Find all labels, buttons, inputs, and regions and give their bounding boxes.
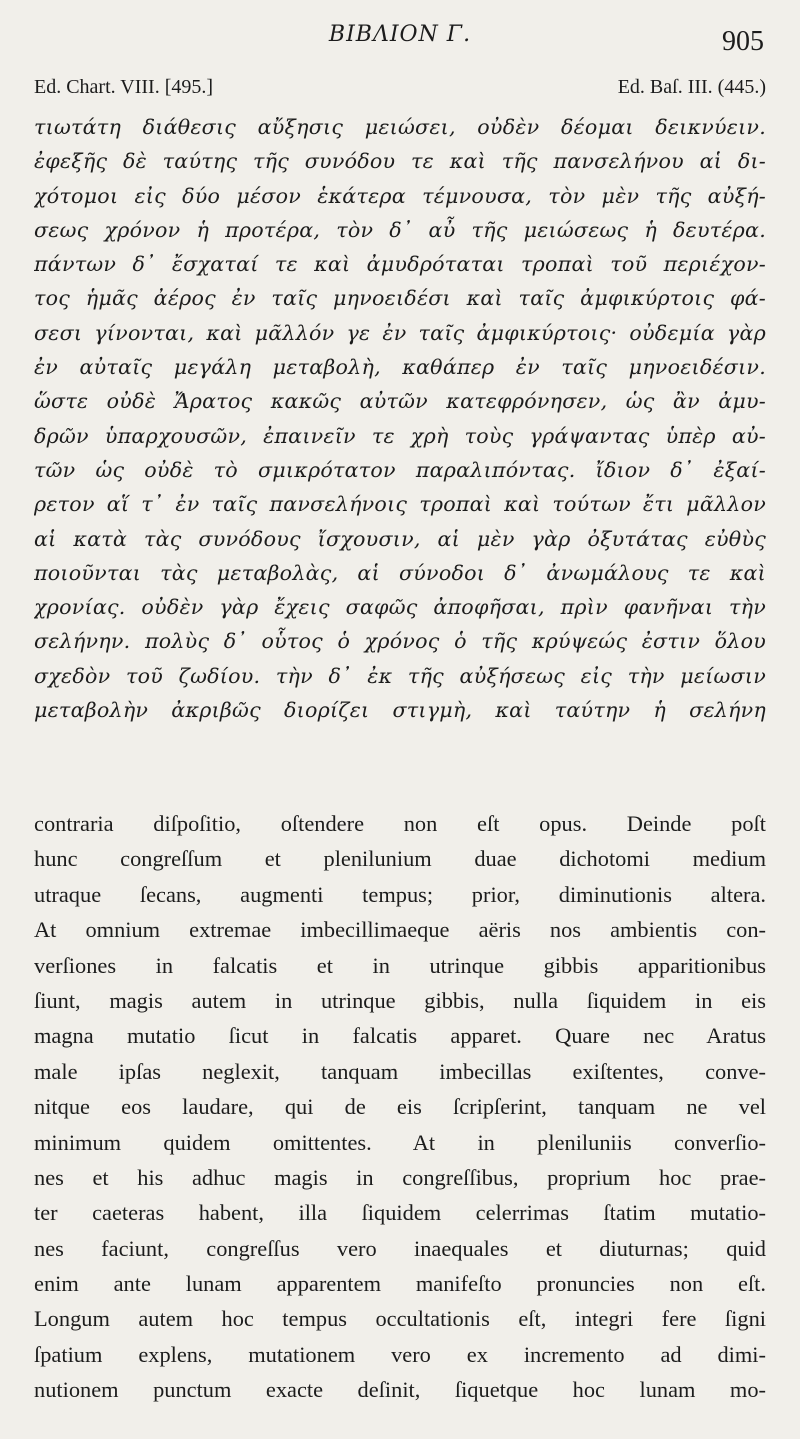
latin-line: male ipſas neglexit, tanquam imbecillas exiſtentes, conve- xyxy=(34,1058,766,1084)
greek-line: τος ἡμᾶς ἀέρος ἐν ταῖς μηνοειδέσι καὶ ταῖς ἀμφικύρτοις φά- xyxy=(34,286,766,311)
greek-line: ἐν αὐταῖς μεγάλη μεταβολὴ, καθάπερ ἐν ταῖς μηνοειδέσιν. xyxy=(34,355,766,380)
greek-line: χότομοι εἰς δύο μέσον ἑκάτερα τέμνουσα, τὸν μὲν τῆς αὐξή- xyxy=(34,183,766,208)
greek-line: ποιοῦνται τὰς μεταβολὰς, αἱ σύνοδοι δ᾽ ἀνωμάλους τε καὶ xyxy=(34,560,766,585)
latin-line: Longum autem hoc tempus occultationis eſt, integri fere ſigni xyxy=(34,1306,766,1332)
latin-line: minimum quidem omittentes. At in pleniluniis converſio- xyxy=(34,1129,766,1155)
latin-line: At omnium extremae imbecillimaeque aëris nos ambientis con- xyxy=(34,917,766,943)
greek-line: τιωτάτη διάθεσις αὔξησις μειώσει, οὐδὲν δέομαι δεικνύειν. xyxy=(34,115,766,139)
greek-line: σεως χρόνον ἡ προτέρα, τὸν δ᾽ αὖ τῆς μειώσεως ἡ δευτέρα. xyxy=(34,217,766,242)
greek-text-block xyxy=(34,110,766,727)
greek-line: σεσι γίνονται, καὶ μᾶλλόν γε ἐν ταῖς ἀμφικύρτοις· οὐδεμία γὰρ xyxy=(34,320,766,345)
greek-line: ὥστε οὐδὲ Ἄρατος κακῶς αὐτῶν κατεφρόνησεν, ὡς ἂν ἀμυ- xyxy=(34,389,766,414)
greek-line: ἐφεξῆς δὲ ταύτης τῆς συνόδου τε καὶ τῆς πανσελήνου αἱ δι- xyxy=(34,149,766,174)
latin-line: ter caeteras habent, illa ſiquidem celerrimas ſtatim mutatio- xyxy=(34,1200,766,1226)
running-title: ΒΙΒΛΙΟΝ Γ. xyxy=(328,22,472,47)
latin-line: magna mutatio ſicut in falcatis apparet. Quare nec Aratus xyxy=(34,1023,766,1049)
latin-line: contraria diſpoſitio, oſtendere non eſt opus. Deinde poſt xyxy=(34,811,766,836)
greek-line: τῶν ὡς οὐδὲ τὸ σμικρότατον παραλιπόντας. ἴδιον δ᾽ ἐξαί- xyxy=(34,457,766,482)
latin-line: verſiones in falcatis et in utrinque gibbis apparitionibus xyxy=(34,952,766,978)
latin-line: ſpatium explens, mutationem vero ex incremento ad dimi- xyxy=(34,1341,766,1367)
latin-line: ſiunt, magis autem in utrinque gibbis, nulla ſiquidem in eis xyxy=(34,987,766,1013)
edition-reference-right: Ed. Baſ. III. (445.) xyxy=(617,76,766,98)
latin-line: nes faciunt, congreſſus vero inaequales et diuturnas; quid xyxy=(34,1235,766,1261)
greek-line: χρονίας. οὐδὲν γὰρ ἔχεις σαφῶς ἀποφῆσαι, πρὶν φανῆναι τὴν xyxy=(34,595,766,620)
greek-line: σχεδὸν τοῦ ζωδίου. τὴν δ᾽ ἐκ τῆς αὐξήσεως εἰς τὴν μείωσιν xyxy=(34,663,766,688)
latin-line: nes et his adhuc magis in congreſſibus, proprium hoc prae- xyxy=(34,1164,766,1190)
greek-line: πάντων δ᾽ ἔσχαταί τε καὶ ἀμυδρόταται τροπαὶ τοῦ περιέχον- xyxy=(34,252,766,277)
latin-line: nitque eos laudare, qui de eis ſcripſerint, tanquam ne vel xyxy=(34,1094,766,1120)
greek-line: σελήνην. πολὺς δ᾽ οὗτος ὁ χρόνος ὁ τῆς κρύψεώς ἐστιν ὅλου xyxy=(34,629,766,654)
page-number: 905 xyxy=(722,26,764,57)
latin-line: utraque ſecans, augmenti tempus; prior, diminutionis altera. xyxy=(34,881,766,907)
greek-line: δρῶν ὑπαρχουσῶν, ἐπαινεῖν τε χρὴ τοὺς γράψαντας ὑπὲρ αὐ- xyxy=(34,423,766,448)
latin-line: hunc congreſſum et plenilunium duae dichotomi medium xyxy=(34,846,766,872)
latin-line: enim ante lunam apparentem manifeſto pronuncies non eſt. xyxy=(34,1271,766,1297)
greek-line: αἱ κατὰ τὰς συνόδους ἴσχουσιν, αἱ μὲν γὰρ ὀξυτάτας εὐθὺς xyxy=(34,526,766,551)
greek-line: μεταβολὴν ἀκριβῶς διορίζει στιγμὴ, καὶ ταύτην ἡ σελήνη xyxy=(34,698,766,723)
edition-references xyxy=(34,76,766,106)
edition-reference-left: Ed. Chart. VIII. [495.] xyxy=(34,76,214,98)
latin-line: nutionem punctum exacte deſinit, ſiquetque hoc lunam mo- xyxy=(34,1377,766,1403)
latin-text-block xyxy=(34,806,766,1408)
greek-line: ρετον αἵ τ᾽ ἐν ταῖς πανσελήνοις τροπαὶ καὶ τούτων ἔτι μᾶλλον xyxy=(34,492,766,517)
